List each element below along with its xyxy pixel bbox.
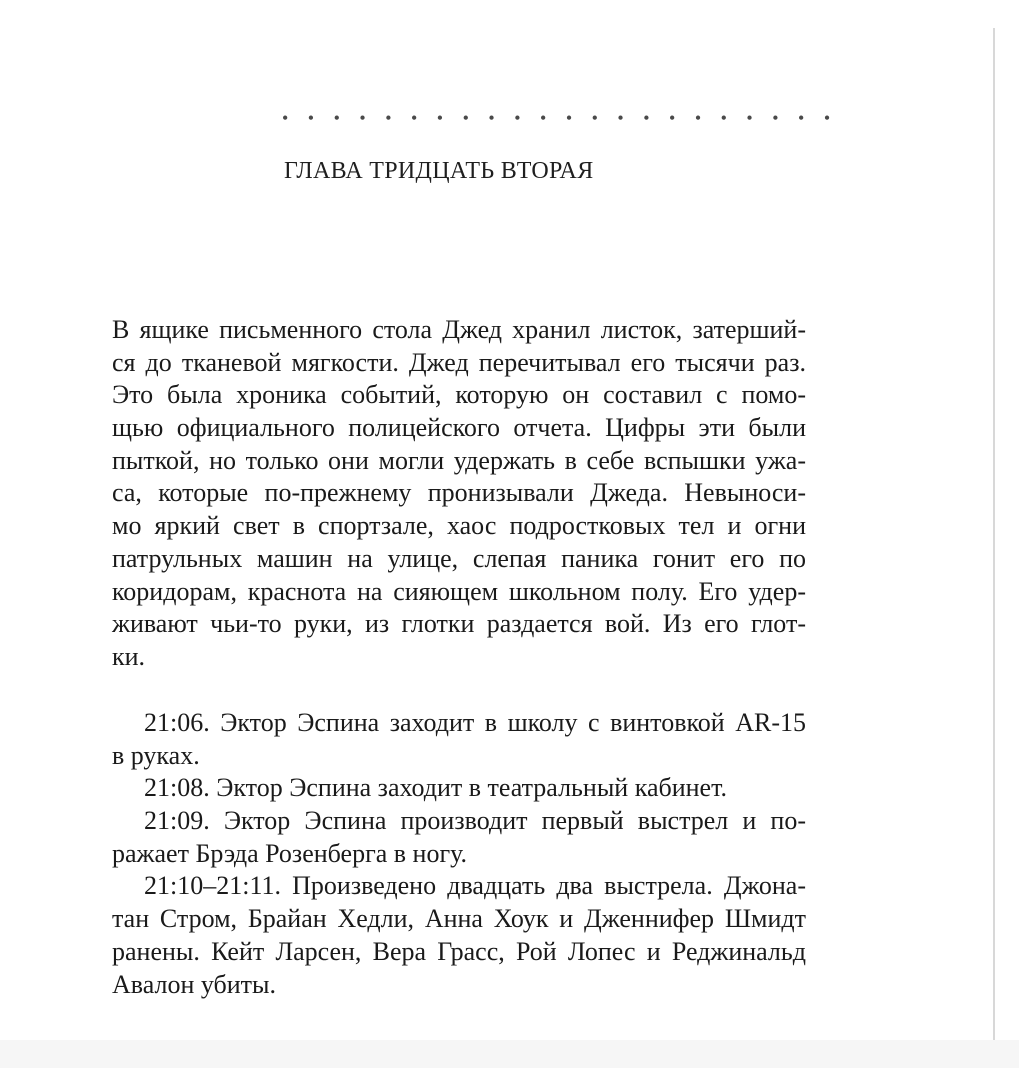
timeline-entry: 21:09. Эктор Эспина производит первый выстрел и по- xyxy=(144,806,806,836)
text-line: Это была хроника событий, которую он составил с помо- xyxy=(112,380,806,410)
text-line: В ящике письменного стола Джед хранил листок, затерший- xyxy=(112,315,806,344)
timeline-entry-continued: ранены. Кейт Ларсен, Вера Грасс, Рой Лопес и Реджинальд xyxy=(112,936,806,966)
page-bottom-margin xyxy=(0,1040,1019,1068)
paragraph-1 xyxy=(112,314,806,674)
timeline-entry: 21:08. Эктор Эспина заходит в театральный кабинет. xyxy=(144,773,727,803)
text-line: ки. xyxy=(112,641,146,671)
text-line: мо яркий свет в спортзале, хаос подростковых тел и огни xyxy=(112,511,806,541)
text-line: живают чьи-то руки, из глотки раздается вой. Из его глот- xyxy=(112,609,806,639)
text-line: патрульных машин на улице, слепая паника гонит его по xyxy=(112,543,806,573)
text-line: са, которые по-прежнему пронизывали Джеда. Невыноси- xyxy=(112,478,806,508)
timeline-entry: 21:06. Эктор Эспина заходит в школу с винтовкой AR-15 xyxy=(144,708,806,737)
ornament-dots: • • • • • • • • • • • • • • • • • • • • • • xyxy=(282,108,838,128)
timeline-block xyxy=(112,707,806,1001)
text-line: щью официального полицейского отчета. Цифры эти были xyxy=(112,413,806,443)
timeline-entry: 21:10–21:11. Произведено двадцать два выстрела. Джона- xyxy=(144,871,806,901)
timeline-entry-continued: ражает Брэда Розенберга в ногу. xyxy=(112,838,468,868)
text-line: пыткой, но только они могли удержать в себе вспышки ужа- xyxy=(112,445,806,475)
text-line: коридорам, краснота на сияющем школьном полу. Его удер- xyxy=(112,576,806,606)
chapter-title: ГЛАВА ТРИДЦАТЬ ВТОРАЯ xyxy=(284,158,594,184)
timeline-entry-continued: тан Стром, Брайан Хедли, Анна Хоук и Дженнифер Шмидт xyxy=(112,904,806,934)
page-edge xyxy=(993,28,995,1040)
text-line: ся до тканевой мягкости. Джед перечитывал его тысячи раз. xyxy=(112,347,806,377)
timeline-entry-continued: в руках. xyxy=(112,740,200,770)
timeline-entry-continued: Авалон убиты. xyxy=(112,969,276,999)
